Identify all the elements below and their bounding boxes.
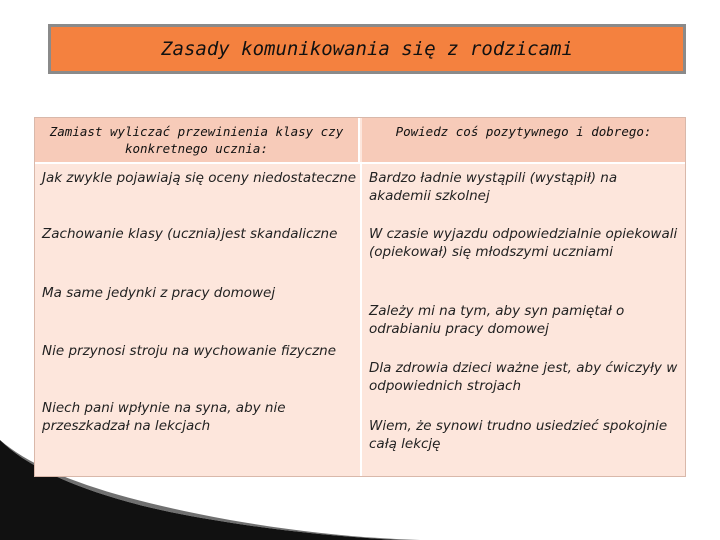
left-item: Niech pani wpłynie na syna, aby nie przeszkadzał na lekcjach [42,400,286,434]
title-banner [48,24,686,74]
right-item: Zależy mi na tym, aby syn pamiętał o odrabianiu pracy domowej [369,303,625,337]
right-item: W czasie wyjazdu odpowiedzialnie opiekowali (opiekował) się młodszymi uczniami [369,226,678,260]
left-item: Zachowanie klasy (ucznia)jest skandaliczne [42,226,338,242]
header-right: Powiedz coś pozytywnego i dobrego: [362,118,685,162]
left-item: Nie przynosi stroju na wychowanie fizyczne [42,343,337,359]
column-divider [360,162,362,476]
left-item: Ma same jedynki z pracy domowej [42,285,276,301]
comparison-table [34,117,686,477]
right-item: Wiem, że synowi trudno usiedzieć spokojnie całą lekcję [369,418,668,452]
left-item: Jak zwykle pojawiają się oceny niedostateczne [42,170,357,186]
slide-title: Zasady komunikowania się z rodzicami [161,38,573,60]
header-left: Zamiast wyliczać przewinienia klasy czy konkretnego ucznia: [35,118,360,162]
right-item: Dla zdrowia dzieci ważne jest, aby ćwiczyły w odpowiednich strojach [369,360,678,394]
right-item: Bardzo ładnie wystąpili (wystąpił) na akademii szkolnej [369,170,618,204]
